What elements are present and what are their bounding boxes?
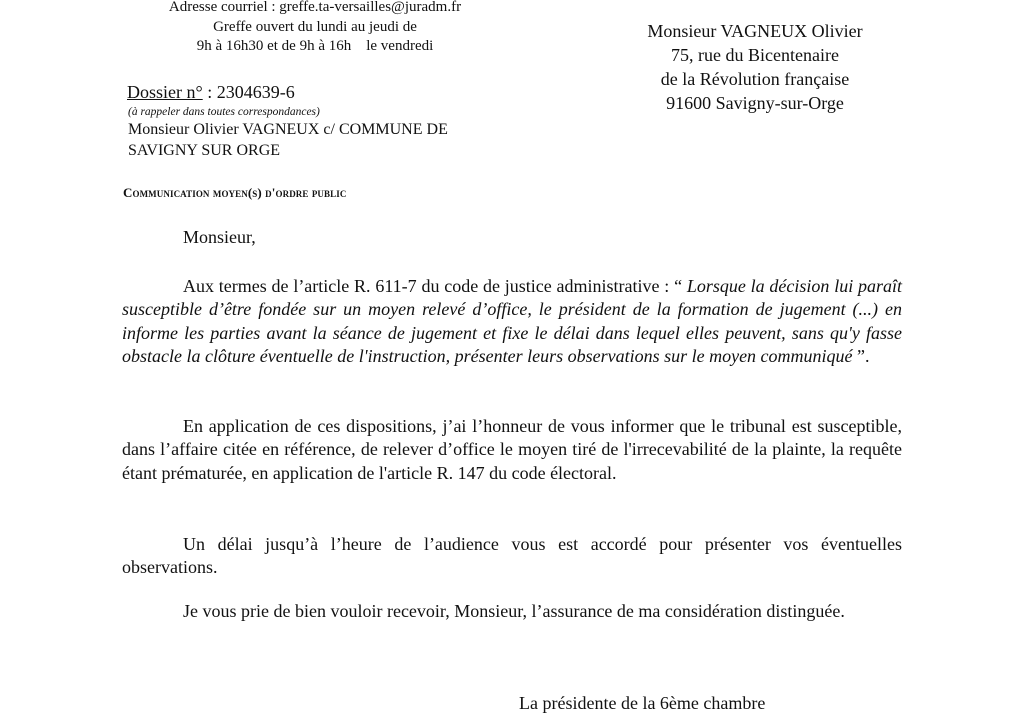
paragraph-text: Un délai jusqu’à l’heure de l’audience vous est accordé pour présenter vos éventuelles observations. [122, 534, 902, 578]
case-reminder-note: (à rappeler dans toutes correspondances) [128, 106, 320, 118]
paragraph-deadline [122, 533, 902, 580]
signature-title: La présidente de la 6ème chambre [519, 693, 766, 713]
case-number [127, 82, 295, 103]
paragraph-text: En application de ces dispositions, j’ai l’honneur de vous informer que le tribunal est susceptible, dans l’affaire citée en référence, de relever d’office le moyen tiré de l'irrecevabilité de la plainte, la requête étant prématurée, en application de l'article R. 147 du code électoral. [122, 416, 902, 483]
paragraph-intro-text: Aux termes de l’article R. 611-7 du code de justice administrative : “ [183, 276, 687, 296]
recipient-street: 75, rue du Bicentenaire [671, 45, 839, 65]
paragraph-ground-notice [122, 415, 902, 485]
case-parties: Monsieur Olivier VAGNEUX c/ COMMUNE DE SAVIGNY SUR ORGE [128, 121, 448, 159]
court-hours-detail-line: 9h à 16h30 et de 9h à 16h le vendredi [196, 38, 434, 54]
paragraph-text: Je vous prie de bien vouloir recevoir, Monsieur, l’assurance de ma considération distinguée. [183, 601, 845, 621]
case-number-value: 2304639-6 [216, 82, 295, 102]
letter-subject: Communication moyen(s) d'ordre public [123, 185, 347, 200]
court-email-line: Adresse courriel : greffe.ta-versailles@juradm.fr [168, 0, 462, 15]
paragraph-legal-reference [122, 275, 902, 368]
recipient-name: Monsieur VAGNEUX Olivier [647, 21, 863, 41]
recipient-city: 91600 Savigny-sur-Orge [666, 93, 844, 113]
case-number-separator: : [202, 82, 217, 102]
legal-quote: Lorsque la décision lui paraît susceptible d’être fondée sur un moyen relevé d’office, le président de la formation de jugement (...) en informe les parties avant la séance de jugement et fixe le délai dans lequel elles peuvent, sans qu'y fasse obstacle la clôture éventuelle de l'instruction, présenter leurs observations sur le moyen communiqué [122, 276, 902, 366]
quote-close: ”. [852, 345, 870, 366]
court-contact-block [130, 0, 500, 57]
recipient-address-block [610, 19, 900, 115]
court-hours-line: Greffe ouvert du lundi au jeudi de [213, 18, 417, 35]
recipient-street-cont: de la Révolution française [660, 69, 850, 89]
case-number-label: Dossier n° [127, 82, 203, 102]
salutation: Monsieur, [183, 227, 256, 247]
paragraph-closing [122, 600, 902, 623]
